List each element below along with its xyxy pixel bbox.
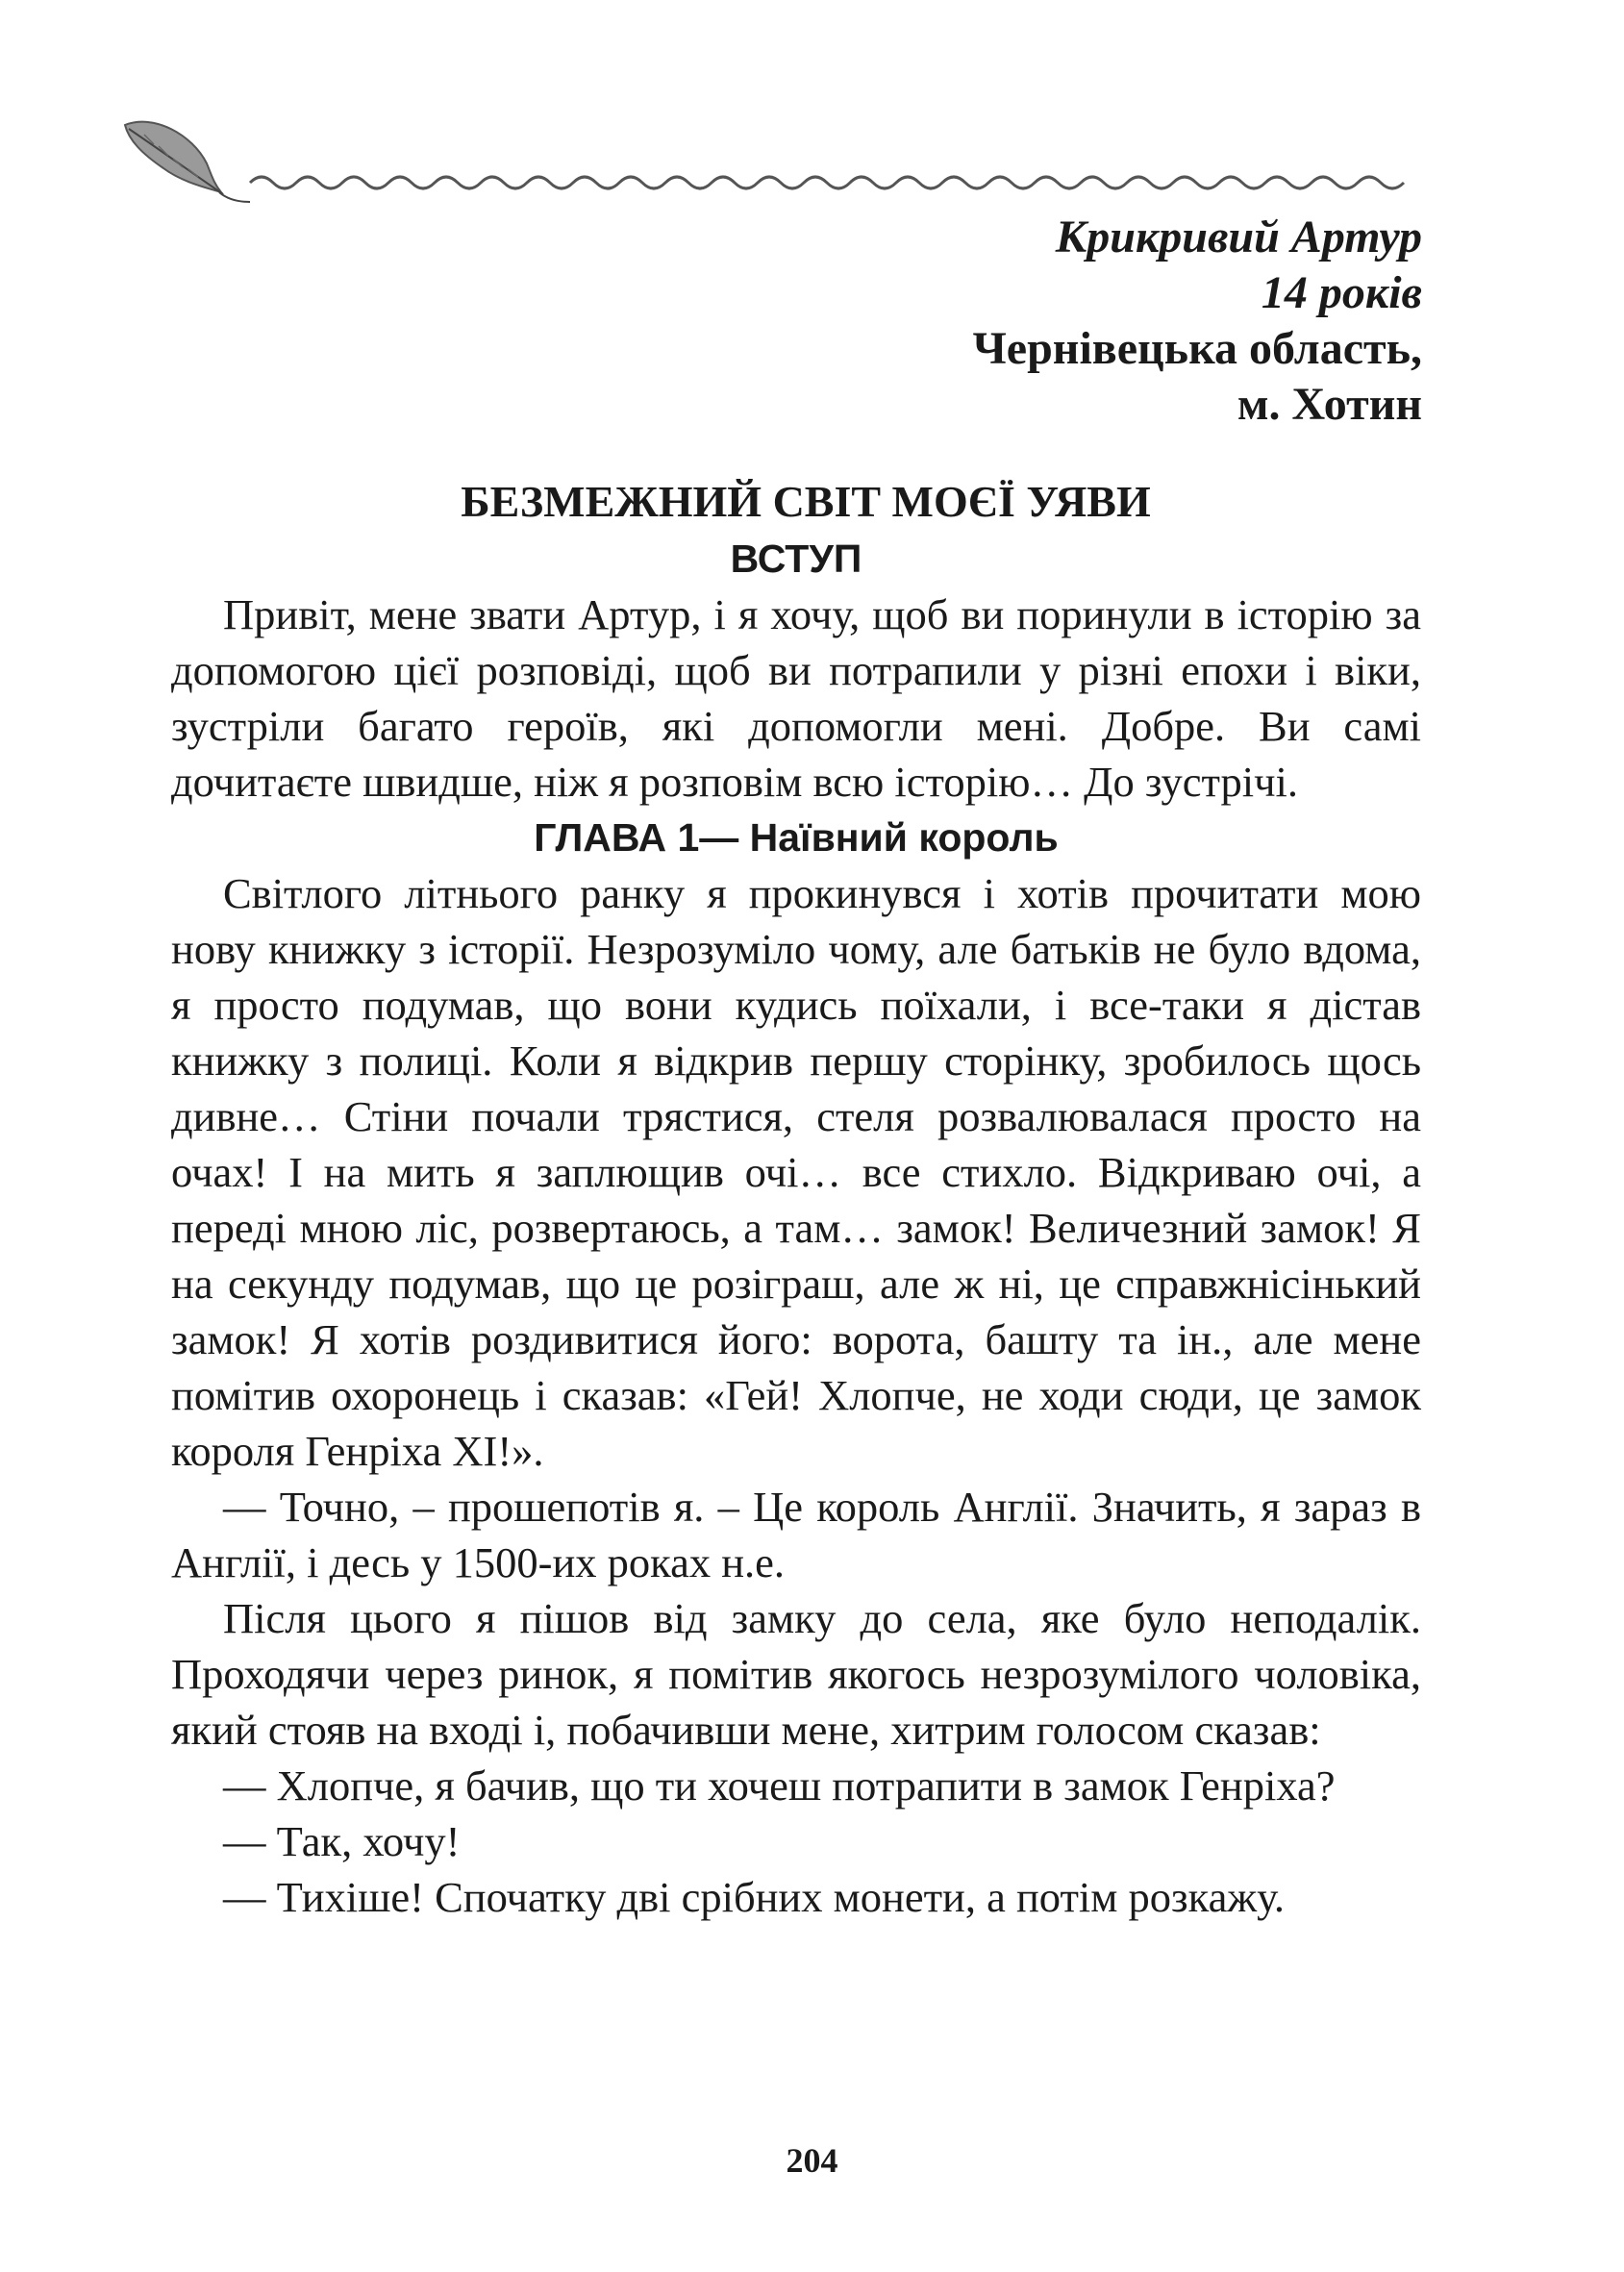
author-name: Крикривий Артур (1055, 212, 1422, 262)
author-info (973, 210, 1422, 433)
wavy-divider (250, 177, 1404, 188)
dialogue-line: — Так, хочу! (223, 1817, 461, 1865)
dialogue-line: — Точно, – прошепотів я. – Це король Англії. Значить, я зараз в Англії, і десь у 1500-их роках н.е. (171, 1483, 1421, 1586)
dialogue-line: — Хлопче, я бачив, що ти хочеш потрапити в замок Генріха? (223, 1761, 1336, 1810)
intro-heading: ВСТУП (730, 537, 862, 581)
author-city: м. Хотин (1237, 379, 1422, 430)
story-paragraph: Світлого літнього ранку я прокинувся і хотів прочитати мою нову книжку з історії. Незрозуміло чому, але батьків не було вдома, я просто подумав, що вони кудись поїхали, і все-таки я дістав книжку з полиці. Коли я відкрив першу сторінку, зробилось щось дивне… Стіни почали трястися, стеля розвалювалася просто на очах! І на мить я заплющив очі… все стихло. Відкриваю очі, а переді мною ліс, розвертаюсь, а там… замок! Величезний замок! Я на секунду подумав, що це розіграш, але ж ні, це справжнісінький замок! Я хотів роздивитися його: ворота, башту та ін., але мене помітив охоронець і сказав: «Гей! Хлопче, не ходи сюди, це замок короля Генріха ХІ!». (171, 869, 1421, 1475)
feather-ornament (115, 106, 1433, 212)
intro-paragraph: Привіт, мене звати Артур, і я хочу, щоб ви поринули в історію за допомогою цієї розповіді, щоб ви потрапили у різні епохи і віки, зустріли багато героїв, які допомогли мені. Добре. Ви самі дочитаєте швидше, ніж я розповім всю історію… До зустрічі. (171, 590, 1421, 806)
story-body (171, 473, 1421, 1925)
author-region: Чернівецька область, (972, 323, 1422, 374)
dialogue-line: — Тихіше! Спочатку дві срібних монети, а потім розкажу. (223, 1873, 1286, 1921)
story-title: БЕЗМЕЖНИЙ СВІТ МОЄЇ УЯВИ (461, 477, 1151, 526)
chapter-heading: ГЛАВА 1— Наївний король (534, 815, 1059, 860)
author-age: 14 років (1261, 267, 1422, 318)
story-paragraph: Після цього я пішов від замку до села, яке було неподалік. Проходячи через ринок, я помітив якогось незрозумілого чоловіка, який стояв на вході і, побачивши мене, хитрим голосом сказав: (171, 1594, 1421, 1754)
page-number: 204 (786, 2141, 838, 2180)
feather-quill-icon (125, 122, 250, 202)
